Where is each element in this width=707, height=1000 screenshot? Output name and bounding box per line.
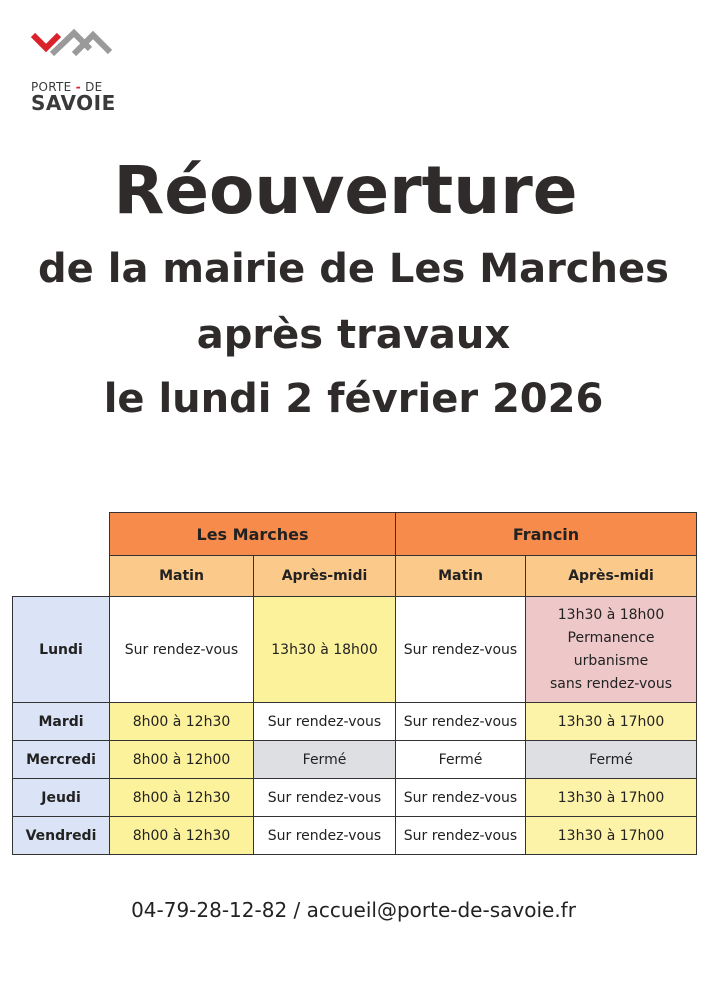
subheader-matin: Matin: [396, 556, 526, 597]
table-cell: Sur rendez-vous: [396, 597, 526, 703]
logo-text-savoie: SAVOIE: [31, 91, 116, 115]
table-cell: Sur rendez-vous: [254, 703, 396, 741]
day-label: Mardi: [13, 703, 110, 741]
group-header-les-marches: Les Marches: [110, 513, 396, 556]
subtitle-line-2: après travaux: [196, 312, 511, 358]
subtitle-line-3: le lundi 2 février 2026: [103, 376, 604, 422]
table-cell: Fermé: [254, 741, 396, 779]
table-row: [13, 597, 697, 703]
table-cell: 8h00 à 12h30: [110, 817, 254, 855]
opening-hours-table: [12, 512, 697, 855]
logo-chevron-icon: [30, 28, 112, 60]
contact-info: 04-79-28-12-82 / accueil@porte-de-savoie.fr: [131, 898, 576, 922]
subtitle-line-1: de la mairie de Les Marches: [38, 246, 669, 292]
day-label: Mercredi: [13, 741, 110, 779]
table-cell: Sur rendez-vous: [396, 703, 526, 741]
table-cell-urbanisme: [526, 597, 697, 703]
table-group-header-row: [13, 513, 697, 556]
table-cell: Sur rendez-vous: [396, 817, 526, 855]
table-cell: 13h30 à 17h00: [526, 779, 697, 817]
table-row: [13, 703, 697, 741]
cell-line: 13h30 à 18h00: [557, 606, 665, 623]
table-cell: 8h00 à 12h30: [110, 703, 254, 741]
cell-line: urbanisme: [573, 652, 649, 669]
porte-de-savoie-logo: [28, 28, 118, 118]
table-corner: [13, 513, 110, 556]
table-cell: Fermé: [526, 741, 697, 779]
subheader-apres-midi: Après-midi: [526, 556, 697, 597]
cell-line: Permanence: [567, 629, 655, 646]
day-label: Lundi: [13, 597, 110, 703]
table-row: [13, 741, 697, 779]
table-row: [13, 779, 697, 817]
logo-text-porte-de: PORTE - DE: [31, 80, 103, 94]
table-corner: [13, 556, 110, 597]
day-label: Jeudi: [13, 779, 110, 817]
table-row: [13, 817, 697, 855]
page-title: Réouverture: [113, 152, 578, 229]
group-header-francin: Francin: [396, 513, 697, 556]
table-cell: 13h30 à 17h00: [526, 703, 697, 741]
table-cell: Sur rendez-vous: [254, 817, 396, 855]
table-subheader-row: [13, 556, 697, 597]
table-cell: Fermé: [396, 741, 526, 779]
subheader-matin: Matin: [110, 556, 254, 597]
table-cell: Sur rendez-vous: [254, 779, 396, 817]
table-cell: 8h00 à 12h30: [110, 779, 254, 817]
table-cell: 8h00 à 12h00: [110, 741, 254, 779]
table-cell: 13h30 à 17h00: [526, 817, 697, 855]
subheader-apres-midi: Après-midi: [254, 556, 396, 597]
day-label: Vendredi: [13, 817, 110, 855]
table-cell: 13h30 à 18h00: [254, 597, 396, 703]
table-cell: Sur rendez-vous: [396, 779, 526, 817]
table-cell: Sur rendez-vous: [110, 597, 254, 703]
cell-line: sans rendez-vous: [550, 675, 672, 692]
